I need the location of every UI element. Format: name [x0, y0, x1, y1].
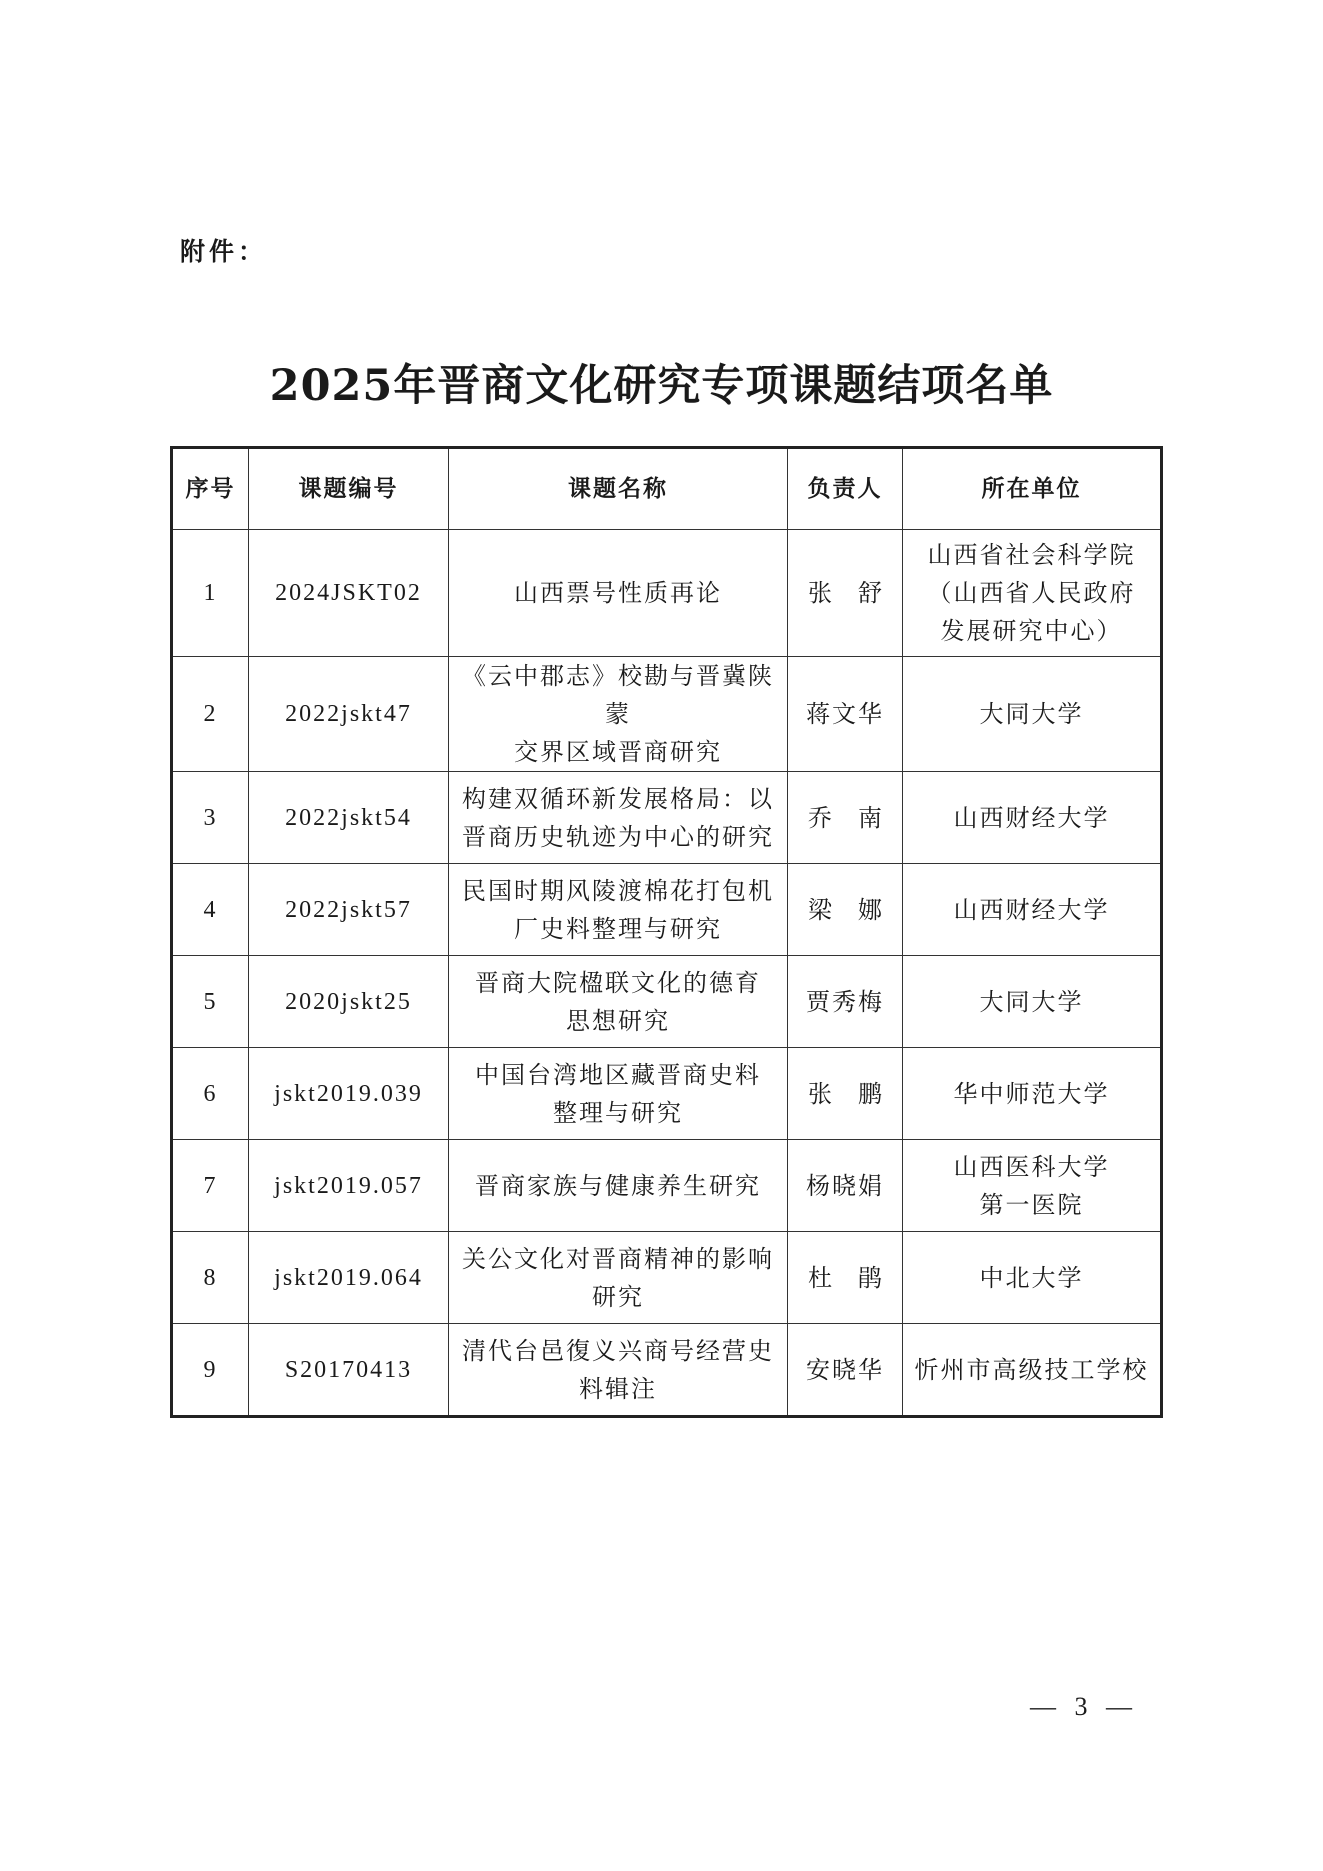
cell-code-container	[249, 1140, 449, 1232]
cell-leader-container	[788, 657, 903, 772]
cell-topic-name-container	[449, 1324, 788, 1417]
cell-leader: 贾秀梅	[806, 987, 884, 1016]
cell-topic-name-container	[449, 864, 788, 956]
cell-topic-name: 晋商大院楹联文化的德育 思想研究	[475, 968, 761, 1035]
cell-unit: 大同大学	[979, 987, 1084, 1016]
header-code: 课题编号	[249, 448, 449, 530]
cell-topic-name: 构建双循环新发展格局：以 晋商历史轨迹为中心的研究	[462, 784, 774, 851]
cell-seq-container	[172, 864, 249, 956]
cell-unit: 山西省社会科学院 （山西省人民政府 发展研究中心）	[927, 541, 1136, 645]
cell-seq: 3	[203, 804, 218, 831]
cell-topic-name-container	[449, 1048, 788, 1140]
table-row	[172, 1140, 1162, 1232]
cell-topic-name-container	[449, 657, 788, 772]
cell-unit: 山西财经大学	[953, 895, 1110, 924]
cell-seq: 9	[203, 1356, 218, 1383]
table-header-row	[172, 448, 1162, 530]
cell-code-container	[249, 530, 449, 657]
cell-leader-container	[788, 530, 908, 657]
cell-topic-name: 晋商家族与健康养生研究	[475, 1171, 761, 1200]
cell-leader: 安晓华	[806, 1355, 884, 1384]
cell-code: 2022jskt54	[285, 804, 412, 831]
cell-topic-name-container	[449, 530, 788, 657]
cell-topic-name: 民国时期风陵渡棉花打包机 厂史料整理与研究	[462, 876, 774, 943]
cell-code-container	[249, 1324, 449, 1417]
cell-unit-container	[903, 657, 1162, 772]
cell-topic-name-container	[449, 956, 788, 1048]
cell-code-container	[249, 772, 449, 864]
cell-leader: 杨晓娟	[806, 1171, 884, 1200]
cell-leader-container	[788, 956, 903, 1048]
cell-unit: 山西财经大学	[953, 803, 1110, 832]
table-row	[172, 530, 1162, 657]
header-leader: 负责人	[788, 448, 903, 530]
cell-code: 2020jskt25	[285, 988, 412, 1015]
cell-seq-container	[172, 657, 249, 772]
table-row	[172, 1048, 1162, 1140]
cell-seq-container	[172, 1324, 249, 1417]
cell-code: jskt2019.064	[274, 1264, 423, 1291]
cell-seq: 4	[203, 896, 218, 923]
cell-topic-name-container	[449, 772, 788, 864]
cell-code-container	[249, 657, 449, 772]
table-row	[172, 657, 1162, 772]
cell-unit: 华中师范大学	[953, 1079, 1110, 1108]
cell-unit: 中北大学	[979, 1263, 1084, 1292]
cell-code-container	[249, 1232, 449, 1324]
cell-code: 2022jskt57	[285, 896, 412, 923]
cell-leader-container	[788, 1324, 903, 1417]
cell-unit-container	[903, 1048, 1162, 1140]
cell-leader: 张鹏	[808, 1079, 908, 1108]
cell-leader: 蒋文华	[806, 700, 884, 728]
cell-seq: 8	[203, 1264, 218, 1291]
cell-seq: 5	[203, 988, 218, 1015]
cell-topic-name-container	[449, 1140, 788, 1232]
cell-seq: 1	[203, 580, 218, 606]
cell-seq: 7	[203, 1172, 218, 1199]
cell-unit: 忻州市高级技工学校	[914, 1355, 1149, 1384]
cell-seq: 6	[203, 1080, 218, 1107]
cell-unit-container	[903, 1140, 1162, 1232]
cell-leader-container	[788, 1048, 908, 1140]
cell-unit-container	[903, 1324, 1162, 1417]
cell-seq-container	[172, 1140, 249, 1232]
cell-topic-name: 关公文化对晋商精神的影响 研究	[462, 1244, 774, 1311]
cell-code: jskt2019.057	[274, 1172, 423, 1199]
page-title: 2025年晋商文化研究专项课题结项名单	[269, 361, 1054, 411]
cell-code: 2024JSKT02	[275, 580, 422, 606]
cell-seq-container	[172, 956, 249, 1048]
cell-seq-container	[172, 1048, 249, 1140]
header-unit: 所在单位	[903, 448, 1162, 530]
header-seq: 序号	[172, 448, 249, 530]
cell-code-container	[249, 1048, 449, 1140]
cell-seq-container	[172, 772, 249, 864]
table-row	[172, 956, 1162, 1048]
cell-topic-name: 《云中郡志》校勘与晋冀陕蒙 交界区域晋商研究	[462, 662, 774, 766]
cell-seq: 2	[203, 701, 218, 727]
header-name: 课题名称	[449, 448, 788, 530]
table-body	[172, 530, 1162, 1417]
cell-topic-name: 山西票号性质再论	[514, 579, 722, 607]
cell-leader: 张舒	[808, 579, 908, 607]
cell-unit: 大同大学	[979, 700, 1084, 728]
table-row	[172, 1232, 1162, 1324]
cell-unit-container	[903, 1232, 1162, 1324]
table-row	[172, 772, 1162, 864]
attachment-label: 附件：	[180, 237, 268, 266]
cell-topic-name: 清代台邑復义兴商号经营史 料辑注	[462, 1336, 774, 1403]
cell-code: jskt2019.039	[274, 1080, 423, 1107]
cell-unit-container	[903, 530, 1162, 657]
cell-code-container	[249, 864, 449, 956]
cell-seq-container	[172, 530, 249, 657]
cell-code-container	[249, 956, 449, 1048]
results-table	[170, 446, 1163, 1418]
cell-code: S20170413	[284, 1356, 413, 1383]
cell-unit-container	[903, 864, 1162, 956]
table-row	[172, 864, 1162, 956]
cell-leader-container	[788, 864, 908, 956]
cell-seq-container	[172, 1232, 249, 1324]
cell-leader: 梁娜	[808, 895, 908, 924]
cell-topic-name-container	[449, 1232, 788, 1324]
cell-leader-container	[788, 1232, 908, 1324]
cell-leader-container	[788, 772, 908, 864]
cell-leader: 杜鹃	[808, 1263, 908, 1292]
cell-unit: 山西医科大学 第一医院	[953, 1152, 1110, 1219]
cell-code: 2022jskt47	[285, 701, 412, 727]
page-number: — 3 —	[1030, 1692, 1138, 1721]
table-row	[172, 1324, 1162, 1417]
cell-leader-container	[788, 1140, 903, 1232]
cell-leader: 乔南	[808, 803, 908, 832]
cell-topic-name: 中国台湾地区藏晋商史料 整理与研究	[475, 1060, 761, 1127]
cell-unit-container	[903, 772, 1162, 864]
cell-unit-container	[903, 956, 1162, 1048]
